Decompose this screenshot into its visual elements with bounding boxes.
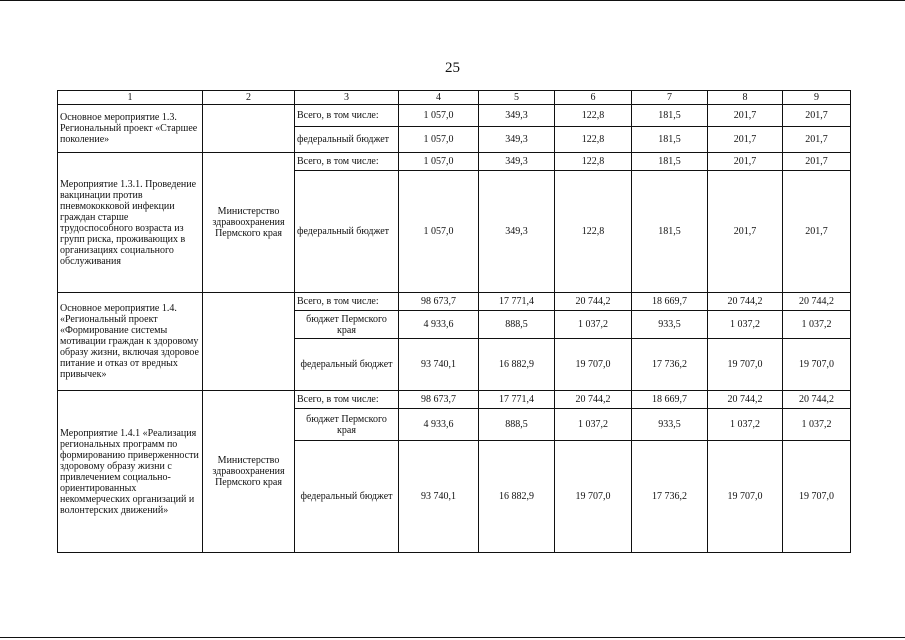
value-cell: 1 037,2	[708, 311, 783, 339]
value-cell: 18 669,7	[632, 293, 708, 311]
value-cell: 17 736,2	[632, 441, 708, 553]
value-cell: 20 744,2	[783, 293, 851, 311]
value-cell: 1 057,0	[399, 153, 479, 171]
value-cell: 1 037,2	[783, 311, 851, 339]
table-header-row	[58, 91, 851, 105]
value-cell: 17 771,4	[479, 391, 555, 409]
value-cell: 1 057,0	[399, 127, 479, 153]
page-number: 25	[445, 60, 460, 76]
value-cell: 1 037,2	[555, 409, 632, 441]
source-cell: Всего, в том числе:	[295, 293, 399, 311]
executor-cell	[203, 105, 295, 153]
page-bottom-edge	[0, 637, 905, 638]
activity-cell: Мероприятие 1.3.1. Проведение вакцинации против пневмококковой инфекции граждан старше трудоспособного возраста из групп риска, проживающих в организациях социального обслуживания	[58, 153, 203, 293]
executor-cell: Министерство здравоохранения Пермского края	[203, 391, 295, 553]
source-cell: бюджет Пермского края	[295, 311, 399, 339]
value-cell: 20 744,2	[555, 391, 632, 409]
value-cell: 201,7	[708, 105, 783, 127]
table-row	[58, 153, 851, 171]
value-cell: 17 771,4	[479, 293, 555, 311]
value-cell: 1 037,2	[783, 409, 851, 441]
value-cell: 19 707,0	[708, 339, 783, 391]
value-cell: 201,7	[783, 105, 851, 127]
value-cell: 888,5	[479, 311, 555, 339]
value-cell: 1 057,0	[399, 171, 479, 293]
value-cell: 1 057,0	[399, 105, 479, 127]
activity-cell: Мероприятие 1.4.1 «Реализация региональных программ по формированию приверженности здоровому образу жизни с привлечением социально-ориентированных некоммерческих организаций и волонтерских движений»	[58, 391, 203, 553]
header-cell: 9	[783, 91, 851, 105]
header-cell: 2	[203, 91, 295, 105]
source-cell: федеральный бюджет	[295, 339, 399, 391]
executor-cell: Министерство здравоохранения Пермского края	[203, 153, 295, 293]
value-cell: 349,3	[479, 153, 555, 171]
budget-table	[57, 90, 851, 553]
value-cell: 98 673,7	[399, 391, 479, 409]
value-cell: 201,7	[783, 171, 851, 293]
source-cell: федеральный бюджет	[295, 127, 399, 153]
header-cell: 1	[58, 91, 203, 105]
value-cell: 181,5	[632, 105, 708, 127]
value-cell: 349,3	[479, 171, 555, 293]
value-cell: 1 037,2	[708, 409, 783, 441]
value-cell: 122,8	[555, 171, 632, 293]
value-cell: 181,5	[632, 153, 708, 171]
value-cell: 19 707,0	[555, 339, 632, 391]
value-cell: 888,5	[479, 409, 555, 441]
value-cell: 20 744,2	[708, 391, 783, 409]
value-cell: 20 744,2	[708, 293, 783, 311]
executor-cell	[203, 293, 295, 391]
value-cell: 181,5	[632, 171, 708, 293]
value-cell: 201,7	[708, 153, 783, 171]
value-cell: 16 882,9	[479, 339, 555, 391]
value-cell: 201,7	[783, 153, 851, 171]
value-cell: 20 744,2	[555, 293, 632, 311]
table-row	[58, 105, 851, 127]
value-cell: 181,5	[632, 127, 708, 153]
value-cell: 93 740,1	[399, 441, 479, 553]
header-cell: 6	[555, 91, 632, 105]
activity-cell: Основное мероприятие 1.3. Региональный проект «Старшее поколение»	[58, 105, 203, 153]
header-cell: 8	[708, 91, 783, 105]
value-cell: 122,8	[555, 127, 632, 153]
source-cell: Всего, в том числе:	[295, 391, 399, 409]
value-cell: 349,3	[479, 127, 555, 153]
value-cell: 19 707,0	[555, 441, 632, 553]
header-cell: 3	[295, 91, 399, 105]
header-cell: 4	[399, 91, 479, 105]
value-cell: 1 037,2	[555, 311, 632, 339]
table-row	[58, 391, 851, 409]
source-cell: федеральный бюджет	[295, 441, 399, 553]
value-cell: 4 933,6	[399, 409, 479, 441]
page-top-edge	[0, 0, 905, 1]
table-row	[58, 293, 851, 311]
value-cell: 122,8	[555, 105, 632, 127]
value-cell: 19 707,0	[783, 339, 851, 391]
source-cell: Всего, в том числе:	[295, 105, 399, 127]
header-cell: 5	[479, 91, 555, 105]
value-cell: 17 736,2	[632, 339, 708, 391]
value-cell: 19 707,0	[708, 441, 783, 553]
value-cell: 201,7	[783, 127, 851, 153]
value-cell: 4 933,6	[399, 311, 479, 339]
source-cell: федеральный бюджет	[295, 171, 399, 293]
source-cell: бюджет Пермского края	[295, 409, 399, 441]
header-cell: 7	[632, 91, 708, 105]
value-cell: 349,3	[479, 105, 555, 127]
activity-cell: Основное мероприятие 1.4. «Региональный проект «Формирование системы мотивации граждан к здоровому образу жизни, включая здоровое питание и отказ от вредных привычек»	[58, 293, 203, 391]
value-cell: 201,7	[708, 171, 783, 293]
value-cell: 122,8	[555, 153, 632, 171]
source-cell: Всего, в том числе:	[295, 153, 399, 171]
value-cell: 93 740,1	[399, 339, 479, 391]
value-cell: 98 673,7	[399, 293, 479, 311]
value-cell: 933,5	[632, 409, 708, 441]
value-cell: 933,5	[632, 311, 708, 339]
value-cell: 18 669,7	[632, 391, 708, 409]
value-cell: 201,7	[708, 127, 783, 153]
value-cell: 16 882,9	[479, 441, 555, 553]
value-cell: 20 744,2	[783, 391, 851, 409]
value-cell: 19 707,0	[783, 441, 851, 553]
